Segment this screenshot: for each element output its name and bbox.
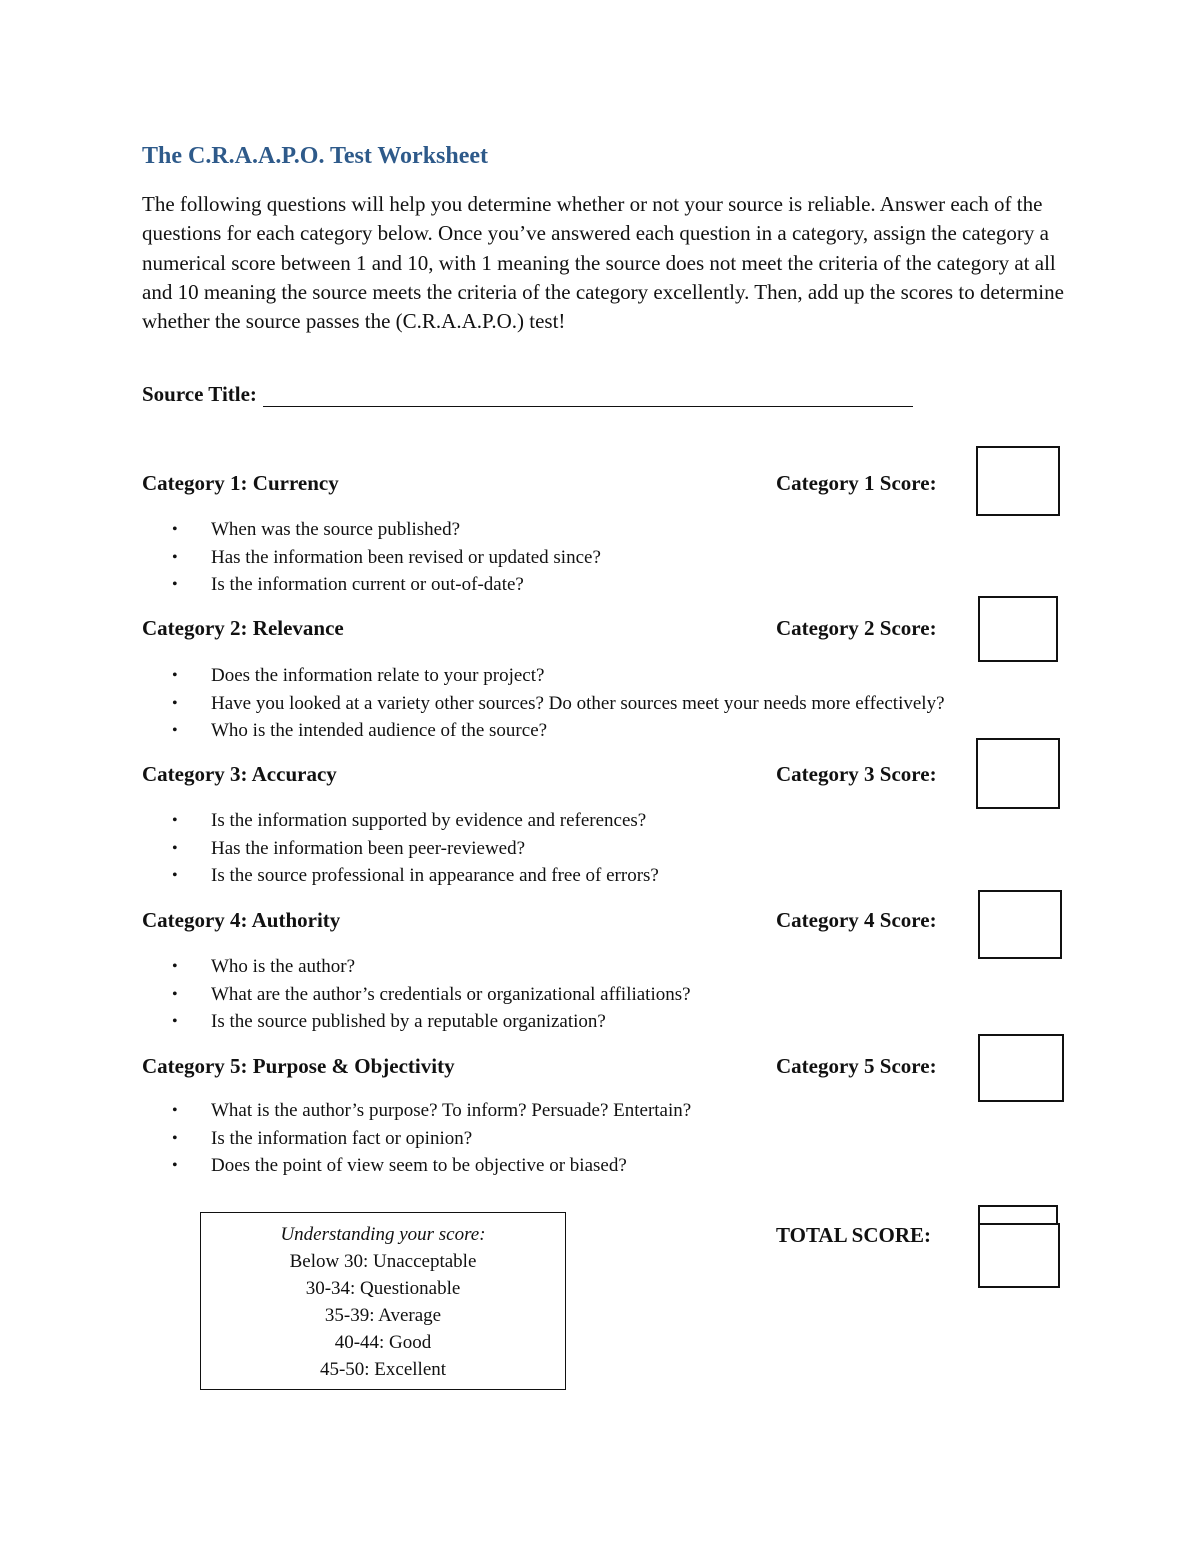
legend-line: 45-50: Excellent — [319, 1359, 447, 1380]
total-score-box[interactable] — [978, 1223, 1060, 1288]
category-2-score-box[interactable] — [978, 596, 1058, 662]
list-item: • Have you looked at a variety other sources? Do other sources meet your needs more effectively? — [172, 690, 945, 718]
bullet-icon: • — [172, 812, 178, 829]
page-title: The C.R.A.A.P.O. Test Worksheet — [142, 143, 489, 169]
list-item: • Who is the intended audience of the source? — [172, 717, 945, 745]
category-2-questions — [172, 662, 945, 745]
list-item: • When was the source published? — [172, 516, 601, 544]
bullet-icon: • — [172, 576, 178, 593]
category-1-questions — [172, 516, 601, 599]
category-1-score-box[interactable] — [976, 446, 1060, 516]
bullet-icon: • — [172, 867, 178, 884]
bullet-icon: • — [172, 839, 178, 857]
list-item: • Is the information fact or opinion? — [172, 1125, 691, 1153]
category-5-score-box[interactable] — [978, 1034, 1064, 1102]
category-3-heading: Category 3: Accuracy — [142, 762, 337, 786]
category-4-questions — [172, 953, 691, 1036]
list-item: • Does the point of view seem to be objective or biased? — [172, 1152, 691, 1180]
bullet-icon: • — [172, 548, 178, 566]
list-item: • Has the information been peer-reviewed? — [172, 835, 659, 863]
list-item: • Has the information been revised or updated since? — [172, 544, 601, 572]
list-item: • Is the source published by a reputable organization? — [172, 1008, 691, 1036]
legend-line: Below 30: Unacceptable — [289, 1251, 477, 1272]
source-title-row — [142, 382, 913, 407]
category-5-score-label: Category 5 Score: — [776, 1054, 937, 1078]
bullet-icon: • — [172, 1102, 178, 1119]
bullet-icon: • — [172, 521, 178, 538]
list-item: • Is the information supported by evidence and references? — [172, 807, 659, 835]
bullet-icon: • — [172, 1129, 178, 1147]
category-4-score-box[interactable] — [978, 890, 1062, 959]
category-5-heading: Category 5: Purpose & Objectivity — [142, 1054, 455, 1078]
category-2-heading: Category 2: Relevance — [142, 616, 344, 640]
list-item: • Who is the author? — [172, 953, 691, 981]
legend-line: 30-34: Questionable — [305, 1278, 461, 1299]
category-3-score-label: Category 3 Score: — [776, 762, 937, 786]
list-item: • Is the information current or out-of-date? — [172, 571, 601, 599]
bullet-icon: • — [172, 1013, 178, 1030]
source-title-label: Source Title: — [142, 382, 257, 406]
bullet-icon: • — [172, 667, 178, 684]
category-4-score-label: Category 4 Score: — [776, 908, 937, 932]
legend-title: Understanding your score: — [280, 1224, 486, 1245]
source-title-field[interactable] — [263, 386, 913, 407]
category-5-questions — [172, 1097, 691, 1180]
legend-line: 40-44: Good — [334, 1332, 432, 1353]
intro-paragraph: The following questions will help you determine whether or not your source is reliable. Answer each of the questions for each category below. Once you’ve answered each question in a category, assign the category a numerical score between 1 and 10, with 1 meaning the source does not meet the criteria of the category at all and 10 meaning the source meets the criteria of the category excellently. Then, add up the scores to determine whether the source passes the (C.R.A.A.P.O.) test! — [142, 192, 1064, 334]
category-1-score-label: Category 1 Score: — [776, 471, 937, 495]
score-legend — [200, 1212, 566, 1390]
category-3-score-box[interactable] — [976, 738, 1060, 809]
bullet-icon: • — [172, 985, 178, 1003]
bullet-icon: • — [172, 722, 178, 739]
category-4-heading: Category 4: Authority — [142, 908, 341, 932]
total-score-label: TOTAL SCORE: — [776, 1223, 932, 1247]
legend-line: 35-39: Average — [324, 1305, 442, 1326]
total-score-box-tab — [978, 1205, 1058, 1225]
list-item: • What is the author’s purpose? To inform? Persuade? Entertain? — [172, 1097, 691, 1125]
category-1-heading: Category 1: Currency — [142, 471, 339, 495]
bullet-icon: • — [172, 958, 178, 975]
category-2-score-label: Category 2 Score: — [776, 616, 937, 640]
list-item: • What are the author’s credentials or organizational affiliations? — [172, 981, 691, 1009]
list-item: • Does the information relate to your project? — [172, 662, 945, 690]
category-3-questions — [172, 807, 659, 890]
list-item: • Is the source professional in appearance and free of errors? — [172, 862, 659, 890]
bullet-icon: • — [172, 694, 178, 712]
bullet-icon: • — [172, 1157, 178, 1174]
